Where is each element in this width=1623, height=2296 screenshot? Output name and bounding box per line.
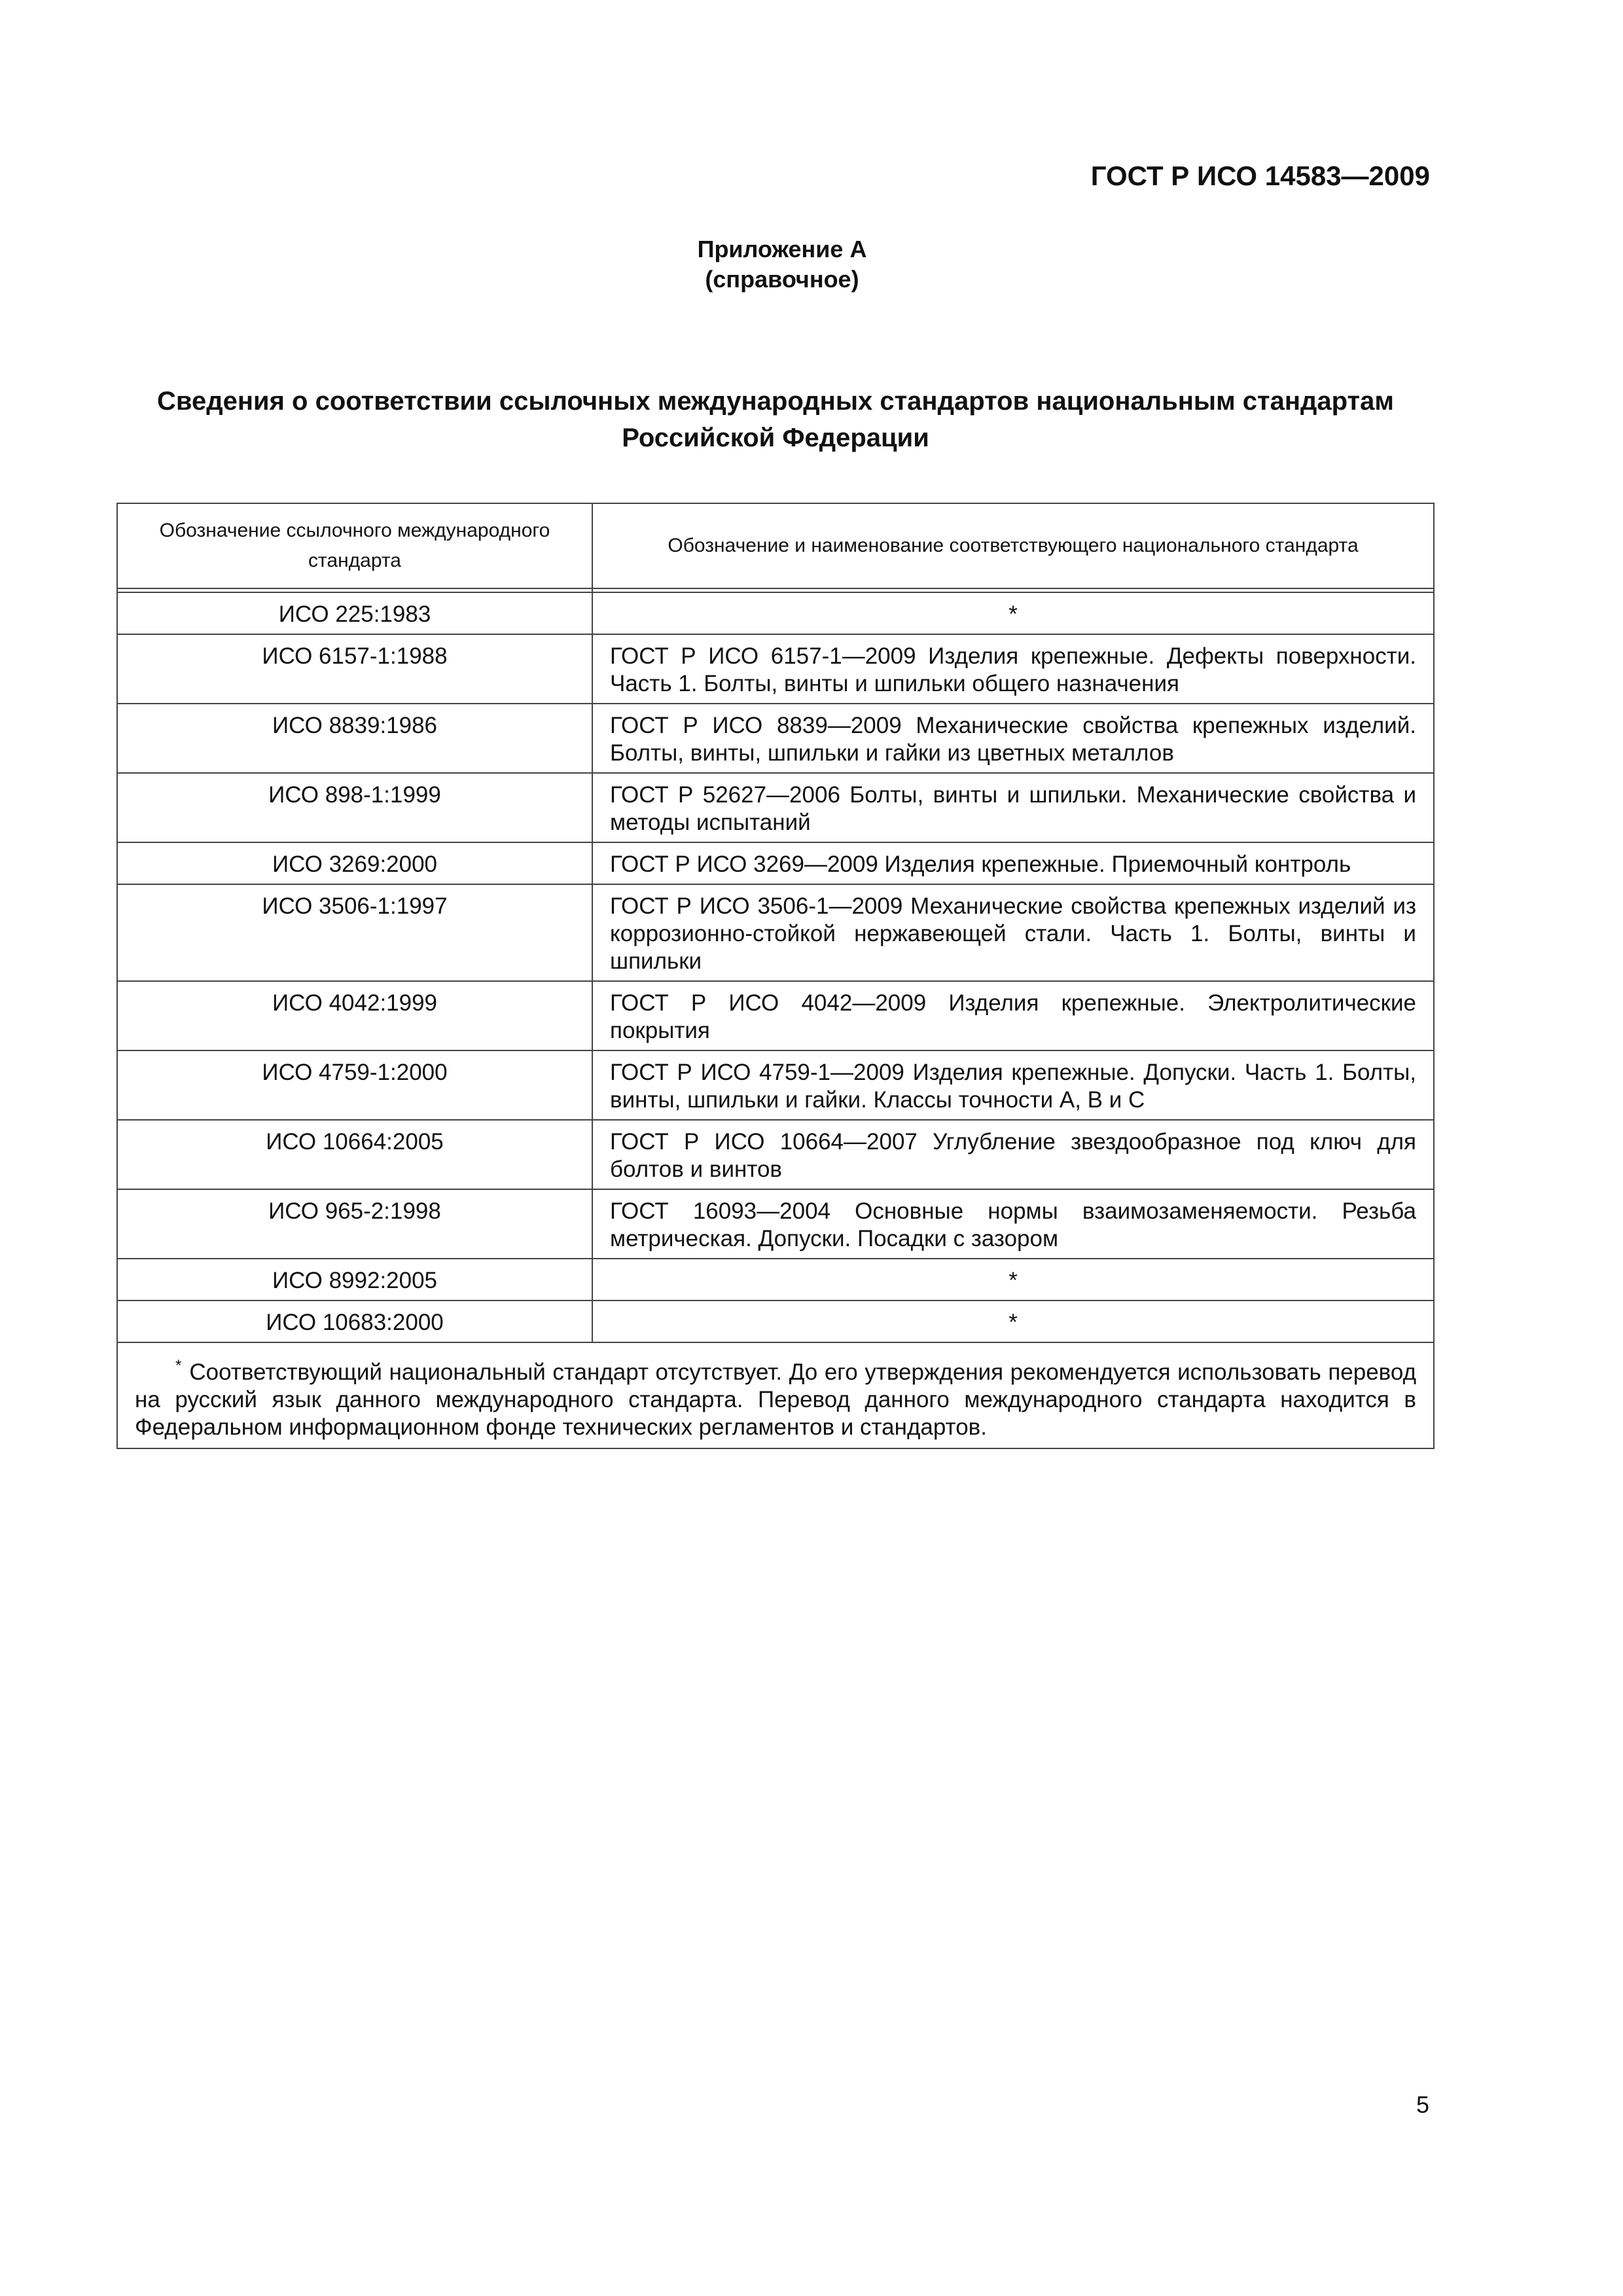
title-line-2: Российской Федерации — [622, 423, 929, 452]
international-standard-cell: ИСО 10683:2000 — [117, 1300, 592, 1342]
national-standard-cell: ГОСТ 16093—2004 Основные нормы взаимозаменяемости. Резьба метрическая. Допуски. Посадки с зазором — [592, 1189, 1434, 1259]
table-row — [117, 592, 1434, 634]
international-standard-cell: ИСО 965-2:1998 — [117, 1189, 592, 1259]
table-footnote — [117, 1342, 1434, 1448]
national-standard-cell: ГОСТ Р 52627—2006 Болты, винты и шпильки. Механические свойства и методы испытаний — [592, 773, 1434, 842]
national-standard-cell: ГОСТ Р ИСО 8839—2009 Механические свойства крепежных изделий. Болты, винты, шпильки и гайки из цветных металлов — [592, 704, 1434, 773]
national-standard-cell: ГОСТ Р ИСО 4042—2009 Изделия крепежные. Электролитические покрытия — [592, 981, 1434, 1050]
column-header-national: Обозначение и наименование соответствующего национального стандарта — [592, 503, 1434, 588]
footnote-marker: * — [175, 1357, 182, 1374]
page-number: 5 — [1416, 2091, 1429, 2118]
footnote-text: Соответствующий национальный стандарт отсутствует. До его утверждения рекомендуется использовать перевод на русский язык данного международного стандарта. Перевод данного международного стандарта находится в Федеральном информационном фонде технических регламентов и стандартов. — [135, 1359, 1416, 1440]
international-standard-cell: ИСО 6157-1:1988 — [117, 634, 592, 704]
international-standard-cell: ИСО 8992:2005 — [117, 1259, 592, 1300]
international-standard-cell: ИСО 3269:2000 — [117, 842, 592, 884]
column-header-international: Обозначение ссылочного международного стандарта — [117, 503, 592, 588]
international-standard-cell: ИСО 8839:1986 — [117, 704, 592, 773]
annex-type: (справочное) — [705, 266, 859, 293]
international-standard-cell: ИСО 4042:1999 — [117, 981, 592, 1050]
table-row — [117, 773, 1434, 842]
table-row — [117, 1189, 1434, 1259]
international-standard-cell: ИСО 4759-1:2000 — [117, 1050, 592, 1120]
document-code: ГОСТ Р ИСО 14583—2009 — [1090, 160, 1430, 191]
table-row — [117, 1120, 1434, 1189]
annex-label: Приложение А — [697, 236, 867, 262]
international-standard-cell: ИСО 3506-1:1997 — [117, 884, 592, 981]
international-standard-cell: ИСО 10664:2005 — [117, 1120, 592, 1189]
table-row — [117, 981, 1434, 1050]
national-standard-cell: ГОСТ Р ИСО 6157-1—2009 Изделия крепежные. Дефекты поверхности. Часть 1. Болты, винты и шпильки общего назначения — [592, 634, 1434, 704]
national-standard-cell: ГОСТ Р ИСО 3269—2009 Изделия крепежные. Приемочный контроль — [592, 842, 1434, 884]
international-standard-cell: ИСО 898-1:1999 — [117, 773, 592, 842]
table-footnote-row — [117, 1342, 1434, 1448]
annex-heading — [0, 234, 1564, 295]
table-row — [117, 884, 1434, 981]
table-row — [117, 634, 1434, 704]
correspondence-table — [116, 503, 1435, 1449]
title-line-1: Сведения о соответствии ссылочных международных стандартов национальным стандартам — [157, 387, 1394, 416]
table-row — [117, 1259, 1434, 1300]
table-row — [117, 1300, 1434, 1342]
table-row — [117, 1050, 1434, 1120]
document-title — [118, 383, 1433, 456]
national-standard-cell: ГОСТ Р ИСО 4759-1—2009 Изделия крепежные. Допуски. Часть 1. Болты, винты, шпильки и гайки. Классы точности А, В и С — [592, 1050, 1434, 1120]
national-standard-cell: ГОСТ Р ИСО 3506-1—2009 Механические свойства крепежных изделий из коррозионно-стойкой нержавеющей стали. Часть 1. Болты, винты и шпильки — [592, 884, 1434, 981]
international-standard-cell: ИСО 225:1983 — [117, 592, 592, 634]
table-row — [117, 704, 1434, 773]
national-standard-cell: * — [592, 1259, 1434, 1300]
table-row — [117, 842, 1434, 884]
national-standard-cell: ГОСТ Р ИСО 10664—2007 Углубление звездообразное под ключ для болтов и винтов — [592, 1120, 1434, 1189]
table-header-row — [117, 503, 1434, 588]
national-standard-cell: * — [592, 592, 1434, 634]
national-standard-cell: * — [592, 1300, 1434, 1342]
